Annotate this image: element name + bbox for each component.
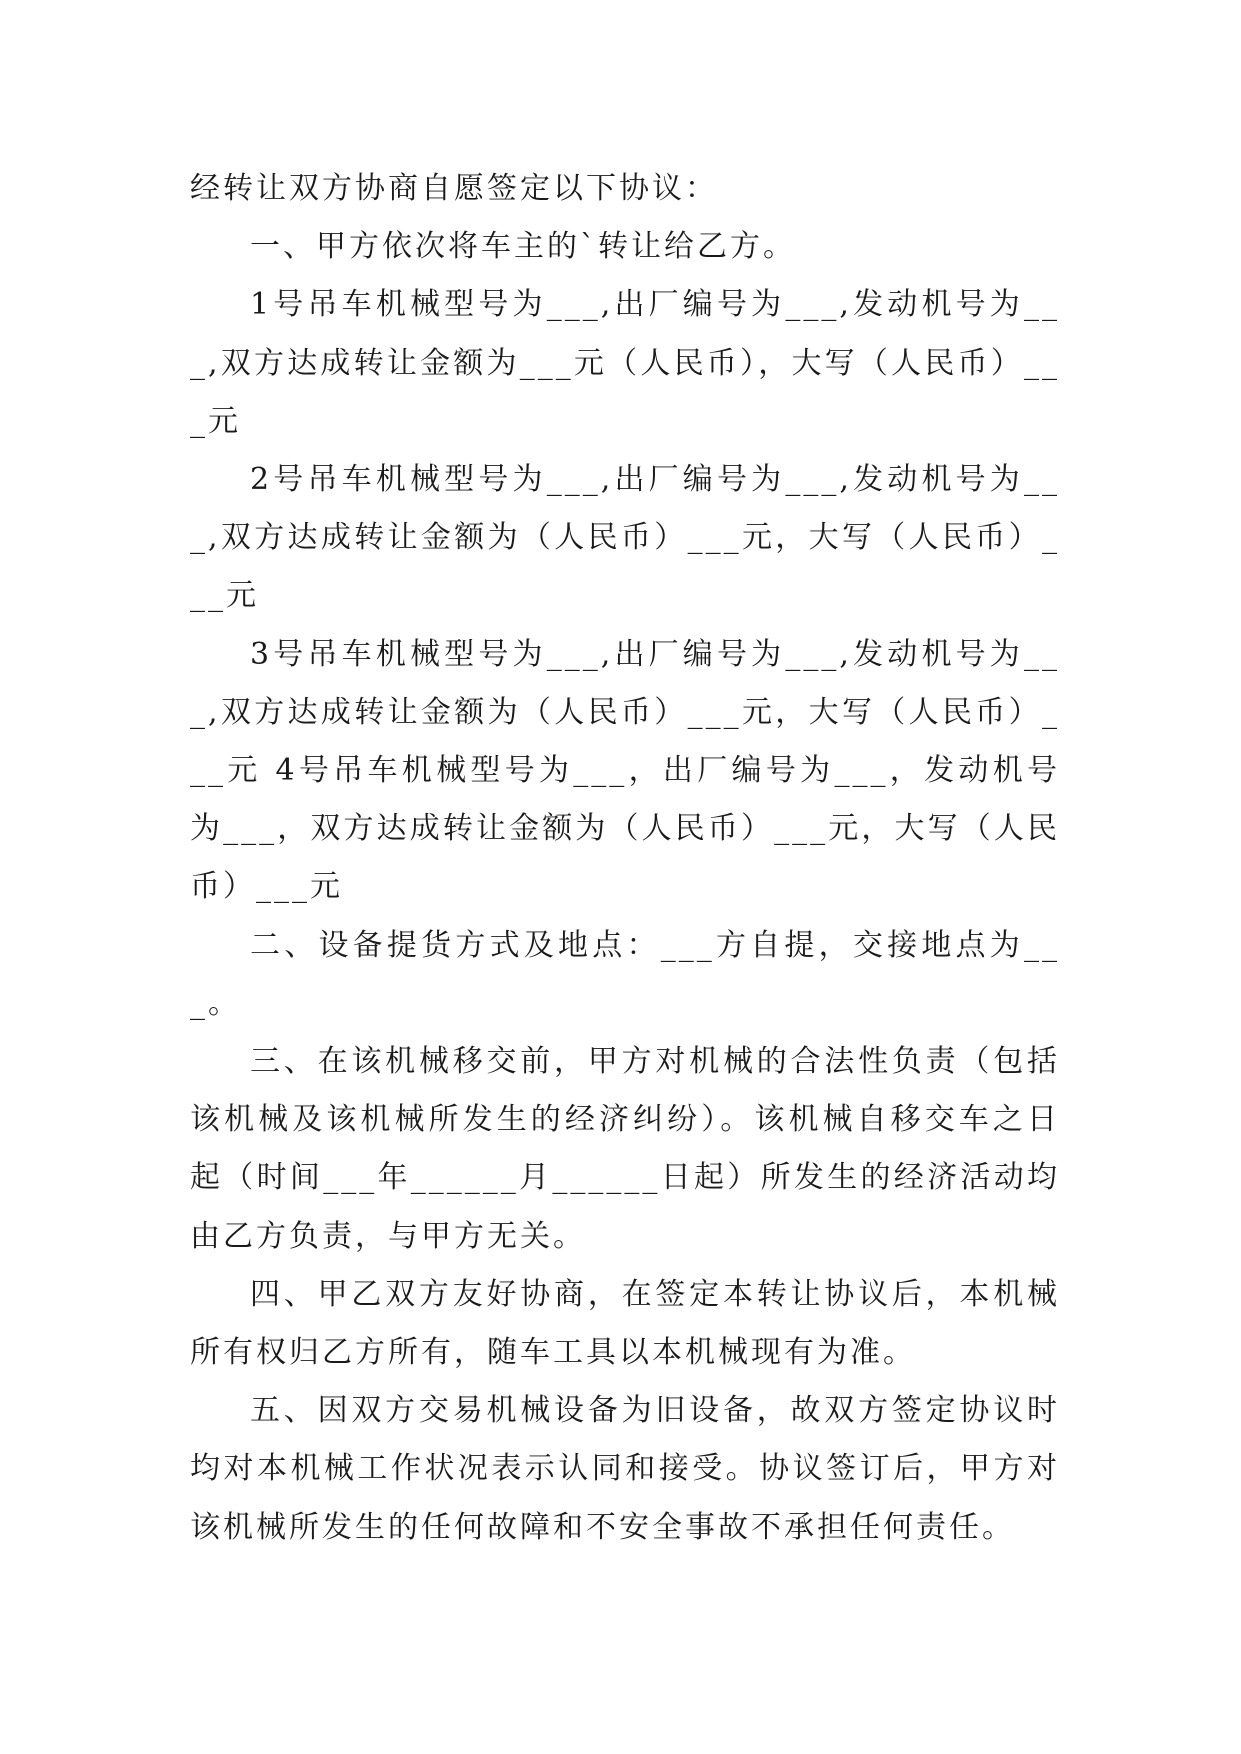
clause-5-paragraph: 五、因双方交易机械设备为旧设备，故双方签定协议时均对本机械工作状况表示认同和接受。协议签订后，甲方对该机械所发生的任何故障和不安全事故不承担任何责任。 [190, 1393, 1060, 1545]
clause-4-paragraph: 四、甲乙双方友好协商，在签定本转让协议后，本机械所有权归乙方所有，随车工具以本机械现有为准。 [190, 1276, 1060, 1371]
crane-3-4-paragraph: 3号吊车机械型号为___,出厂编号为___,发动机号为___,双方达成转让金额为（人民币）___元，大写（人民币）___元 4号吊车机械型号为___，出厂编号为___，发动机号为___，双方达成转让金额为（人民币）___元，大写（人民币）___元 [190, 636, 1060, 905]
clause-2-paragraph: 二、设备提货方式及地点：___方自提，交接地点为___。 [190, 927, 1060, 1021]
intro-paragraph: 经转让双方协商自愿签定以下协议： [190, 171, 718, 206]
clause-3-paragraph: 三、在该机械移交前，甲方对机械的合法性负责（包括该机械及该机械所发生的经济纠纷）。该机械自移交车之日起（时间___年______月______日起）所发生的经济活动均由乙方负责，与甲方无关。 [190, 1044, 1060, 1254]
crane-2-paragraph: 2号吊车机械型号为___,出厂编号为___,发动机号为___,双方达成转让金额为（人民币）___元，大写（人民币）___元 [190, 462, 1060, 614]
clause-1-paragraph: 一、甲方依次将车主的`转让给乙方。 [250, 229, 796, 265]
document-body [190, 160, 1060, 1557]
crane-1-paragraph: 1号吊车机械型号为___,出厂编号为___,发动机号为___,双方达成转让金额为___元（人民币），大写（人民币）___元 [190, 287, 1060, 439]
